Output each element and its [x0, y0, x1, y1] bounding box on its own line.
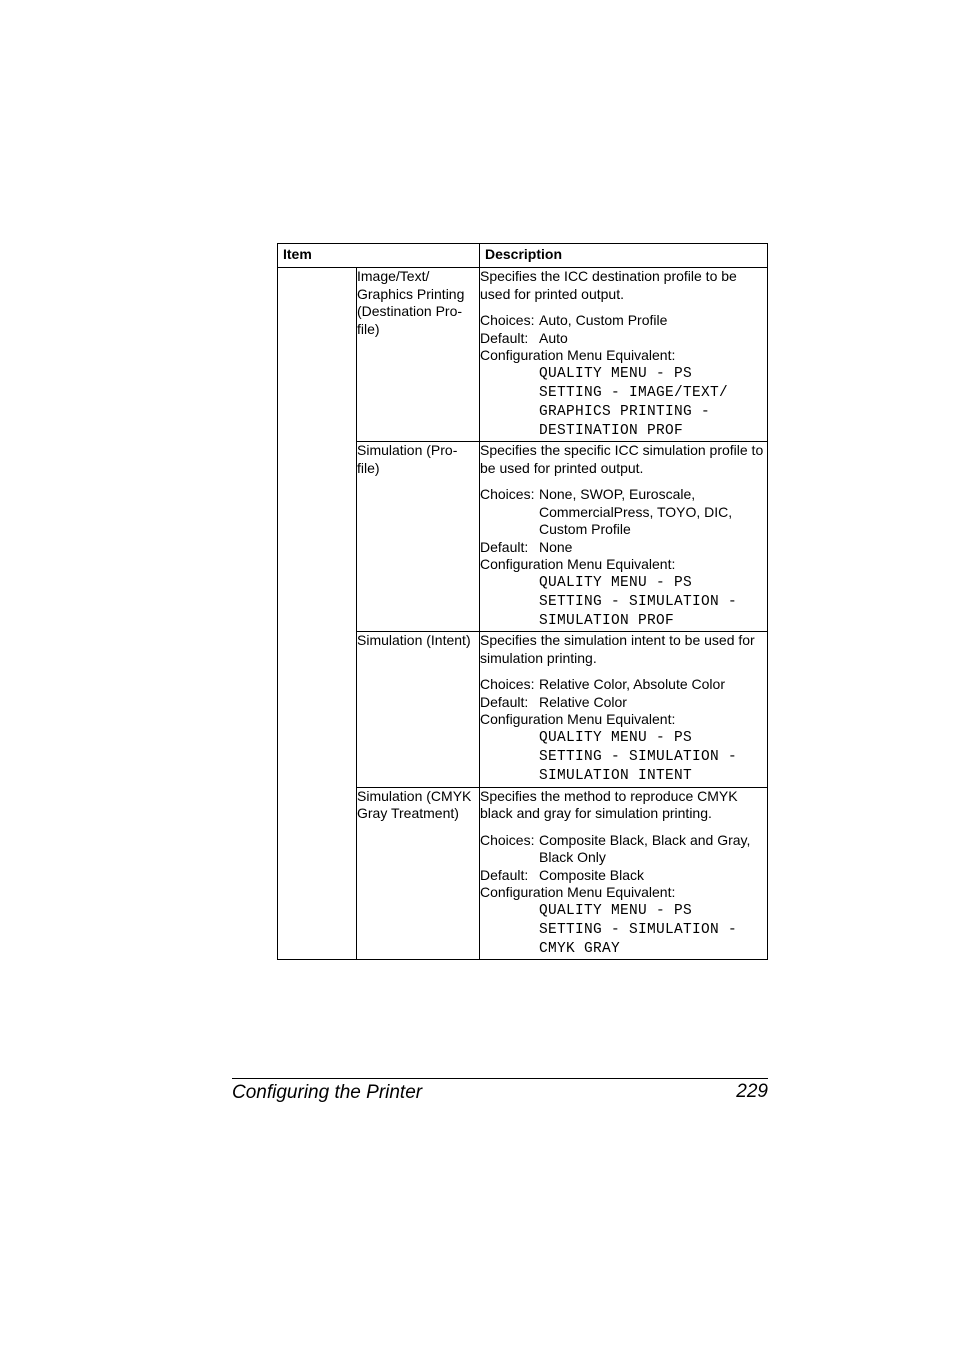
default-label: Default: [480, 866, 529, 883]
choices-value: Auto, Custom Profile [539, 312, 668, 328]
menu-path: QUALITY MENU - PS SETTING - IMAGE/TEXT/ GRAPHICS PRINTING - DESTINATION PROF [539, 365, 729, 440]
choices-label: Choices: [480, 676, 535, 693]
item-cell [357, 268, 480, 442]
menu-equivalent-label: Configuration Menu Equivalent: [480, 556, 676, 573]
description-cell [480, 442, 768, 632]
header-description: Description [480, 244, 768, 268]
default-label: Default: [480, 693, 529, 710]
item-cell [357, 787, 480, 960]
description-text: Specifies the method to reproduce CMYK black and gray for simulation printing. [480, 787, 738, 822]
choices-line [480, 676, 767, 694]
item-label: Simulation (CMYK Gray Treatment) [357, 787, 472, 822]
default-line [480, 330, 767, 348]
choices-line [480, 486, 767, 539]
default-value: None [539, 538, 573, 555]
table-row [278, 268, 768, 442]
item-label: Simulation (Intent) [357, 632, 471, 649]
default-value: Auto [539, 329, 568, 346]
menu-equivalent-label: Configuration Menu Equivalent: [480, 884, 676, 901]
settings-table [277, 243, 768, 960]
choices-label: Choices: [480, 312, 535, 328]
page-number: 229 [736, 1081, 768, 1102]
menu-equivalent-label: Configuration Menu Equivalent: [480, 347, 676, 363]
footer-divider [232, 1078, 768, 1079]
menu-path: QUALITY MENU - PS SETTING - SIMULATION - CMYK GRAY [539, 902, 738, 957]
header-item: Item [278, 244, 480, 268]
default-label: Default: [480, 538, 529, 555]
choices-value: None, SWOP, Euroscale, CommercialPress, TOYO, DIC, Custom Profile [539, 486, 733, 538]
default-value: Relative Color [539, 693, 627, 710]
description-cell [480, 787, 768, 960]
default-line [480, 694, 767, 712]
menu-path: QUALITY MENU - PS SETTING - SIMULATION - SIMULATION INTENT [539, 729, 738, 785]
choices-value: Composite Black, Black and Gray, Black Only [539, 831, 751, 866]
choices-line [480, 832, 767, 867]
item-label: Simulation (Pro- file) [357, 442, 458, 476]
item-label: Image/Text/ Graphics Printing (Destination Pro- file) [357, 268, 465, 337]
description-text: Specifies the ICC destination profile to be used for printed output. [480, 268, 737, 302]
choices-line [480, 312, 767, 330]
blank-parent-cell [278, 268, 357, 960]
choices-label: Choices: [480, 486, 535, 503]
footer-title: Configuring the Printer [232, 1082, 423, 1103]
menu-equivalent-label: Configuration Menu Equivalent: [480, 711, 676, 728]
default-line [480, 539, 767, 557]
description-text: Specifies the specific ICC simulation profile to be used for printed output. [480, 442, 764, 476]
description-text: Specifies the simulation intent to be used for simulation printing. [480, 632, 755, 666]
default-value: Composite Black [539, 866, 645, 883]
choices-value: Relative Color, Absolute Color [539, 676, 725, 693]
description-cell [480, 268, 768, 442]
description-cell [480, 632, 768, 787]
default-label: Default: [480, 329, 529, 346]
item-cell [357, 442, 480, 632]
table-header-row [278, 244, 768, 268]
menu-path: QUALITY MENU - PS SETTING - SIMULATION - SIMULATION PROF [539, 574, 738, 630]
default-line [480, 867, 767, 885]
choices-label: Choices: [480, 831, 535, 848]
item-cell [357, 632, 480, 787]
